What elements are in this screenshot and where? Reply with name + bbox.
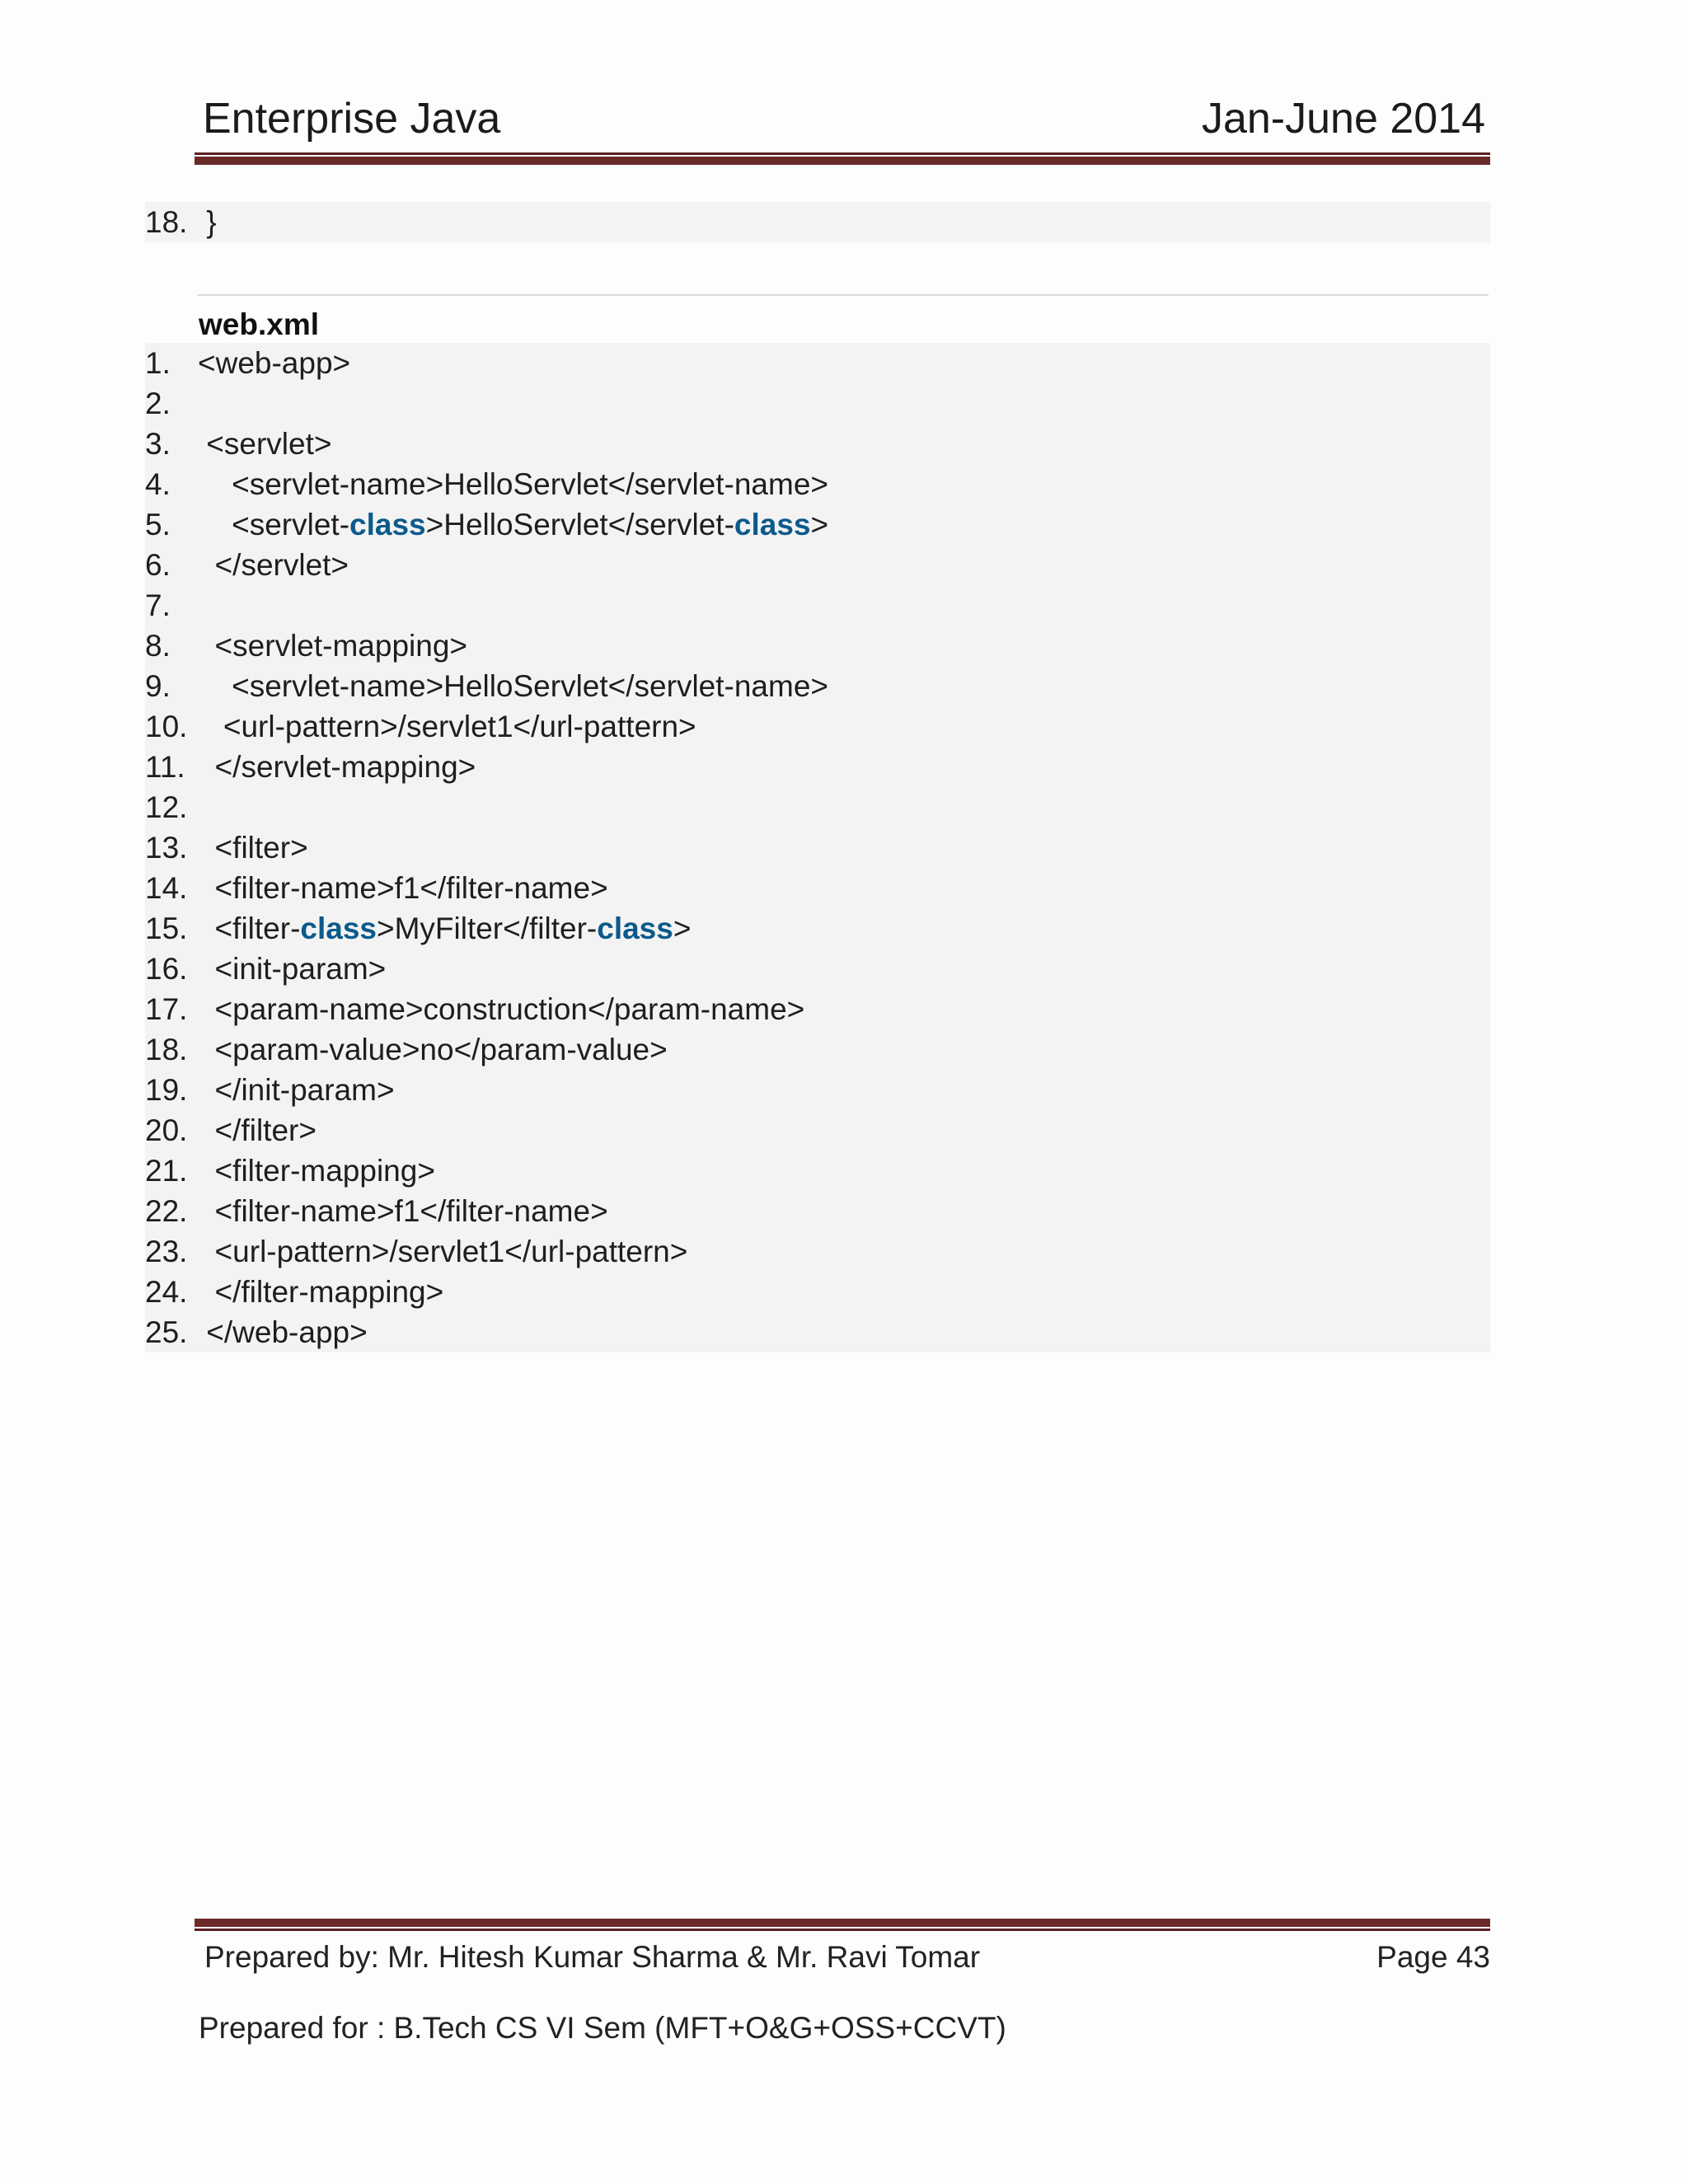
keyword-token: class — [349, 508, 426, 541]
code-text: </filter-mapping> — [198, 1275, 444, 1309]
code-text: <filter> — [198, 831, 308, 865]
web-xml-code-block — [145, 343, 1490, 1352]
line-number: 12. — [145, 790, 188, 824]
keyword-token: class — [300, 912, 377, 945]
line-number: 8. — [145, 629, 171, 663]
code-text: <servlet- — [198, 508, 350, 541]
code-text: </servlet-mapping> — [198, 750, 476, 784]
code-text: <web-app> — [198, 346, 351, 380]
line-number: 1. — [145, 346, 171, 380]
line-number: 21. — [145, 1154, 188, 1188]
line-number: 13. — [145, 831, 188, 865]
code-text: <servlet> — [198, 427, 332, 461]
line-number: 17. — [145, 992, 188, 1026]
code-line — [145, 383, 1490, 424]
code-line — [145, 949, 1490, 989]
code-text: <filter-mapping> — [198, 1154, 435, 1188]
code-line — [145, 424, 1490, 464]
code-line — [145, 908, 1490, 949]
code-text: <url-pattern>/servlet1</url-pattern> — [198, 1235, 688, 1268]
code-text: <filter-name>f1</filter-name> — [198, 871, 608, 905]
line-number: 6. — [145, 548, 171, 582]
line-number: 2. — [145, 387, 171, 420]
code-line — [145, 343, 1490, 383]
line-number: 24. — [145, 1275, 188, 1309]
page-number: Page 43 — [1376, 1940, 1490, 1974]
code-text: </web-app> — [198, 1315, 368, 1349]
code-text: <servlet-name>HelloServlet</servlet-name> — [198, 467, 829, 501]
line-number: 10. — [145, 710, 188, 743]
code-text: >HelloServlet</servlet- — [425, 508, 734, 541]
line-number: 16. — [145, 952, 188, 986]
code-text: <init-param> — [198, 952, 387, 986]
line-number: 14. — [145, 871, 188, 905]
code-line — [145, 827, 1490, 868]
code-text: </servlet> — [198, 548, 349, 582]
code-line — [145, 706, 1490, 747]
line-number: 22. — [145, 1194, 188, 1228]
code-line — [145, 626, 1490, 666]
keyword-token: class — [734, 508, 811, 541]
code-text: > — [673, 912, 692, 945]
line-number: 18. — [145, 205, 188, 239]
code-text: <param-name>construction</param-name> — [198, 992, 805, 1026]
code-text: >MyFilter</filter- — [376, 912, 598, 945]
code-line — [145, 1272, 1490, 1312]
code-line — [145, 666, 1490, 706]
code-text: } — [198, 205, 217, 239]
line-number: 7. — [145, 588, 171, 622]
code-text: <servlet-name>HelloServlet</servlet-name> — [198, 669, 829, 703]
code-line — [145, 989, 1490, 1029]
footer-rule-thick — [195, 1919, 1490, 1927]
code-line — [145, 504, 1490, 545]
line-number: 19. — [145, 1073, 188, 1107]
code-line — [145, 1312, 1490, 1352]
code-line — [145, 1110, 1490, 1151]
line-number: 3. — [145, 427, 171, 461]
header-rule-thin — [195, 152, 1490, 155]
line-number: 5. — [145, 508, 171, 541]
code-line — [145, 747, 1490, 787]
code-line — [145, 1029, 1490, 1070]
footer-prepared-for: Prepared for : B.Tech CS VI Sem (MFT+O&G+OSS+CCVT) — [199, 2011, 1006, 2045]
line-number: 11. — [145, 750, 185, 784]
line-number: 23. — [145, 1235, 188, 1268]
code-line — [145, 585, 1490, 626]
footer-rule-thin — [195, 1929, 1490, 1931]
line-number: 4. — [145, 467, 171, 501]
code-line — [145, 545, 1490, 585]
line-number: 15. — [145, 912, 188, 945]
line-number: 25. — [145, 1315, 188, 1349]
code-line — [145, 868, 1490, 908]
section-divider — [198, 294, 1489, 296]
document-term: Jan-June 2014 — [1201, 95, 1485, 143]
header-rule-thick — [195, 157, 1490, 165]
line-number: 9. — [145, 669, 171, 703]
code-line — [145, 1191, 1490, 1231]
code-text: <url-pattern>/servlet1</url-pattern> — [198, 710, 696, 743]
code-line — [145, 464, 1490, 504]
code-line — [145, 1231, 1490, 1272]
previous-code-block — [145, 202, 1490, 242]
code-line — [145, 202, 1490, 242]
document-title: Enterprise Java — [203, 95, 501, 143]
code-text: </filter> — [198, 1113, 316, 1147]
code-line — [145, 1070, 1490, 1110]
code-text: <filter-name>f1</filter-name> — [198, 1194, 608, 1228]
code-line — [145, 787, 1490, 827]
keyword-token: class — [597, 912, 673, 945]
code-text: <servlet-mapping> — [198, 629, 468, 663]
code-line — [145, 1151, 1490, 1191]
line-number: 18. — [145, 1033, 188, 1066]
footer-prepared-by: Prepared by: Mr. Hitesh Kumar Sharma & Mr. Ravi Tomar — [204, 1940, 981, 1974]
section-title: web.xml — [199, 307, 319, 341]
code-text: <param-value>no</param-value> — [198, 1033, 668, 1066]
code-text: > — [810, 508, 829, 541]
code-text: <filter- — [198, 912, 301, 945]
code-text: </init-param> — [198, 1073, 395, 1107]
line-number: 20. — [145, 1113, 188, 1147]
